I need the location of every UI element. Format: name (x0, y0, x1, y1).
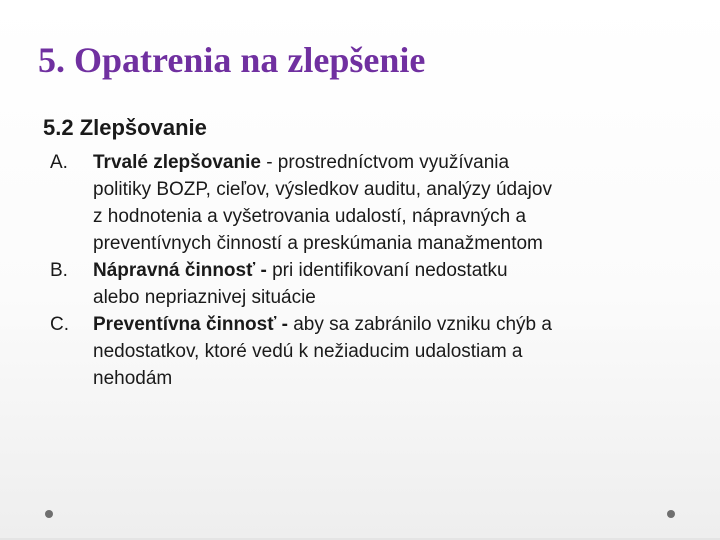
item-text: aby sa zabránilo vzniku chýb a (287, 314, 552, 335)
item-line: politiky BOZP, cieľov, výsledkov auditu, analýzy údajov (93, 179, 552, 200)
item-line (93, 149, 690, 176)
item-line (93, 311, 690, 338)
item-lead: Preventívna činnosť - (93, 314, 288, 335)
item-line: nedostatkov, ktoré vedú k nežiaducim udalostiam a (93, 341, 523, 362)
item-lead: Trvalé zlepšovanie (93, 152, 261, 173)
list-marker: B. (50, 260, 68, 281)
item-line: preventívnych činností a preskúmania manažmentom (93, 233, 543, 254)
item-line: alebo nepriaznivej situácie (93, 287, 316, 308)
improvement-list (50, 149, 690, 392)
decorative-dot-icon (667, 510, 675, 518)
slide-title: 5. Opatrenia na zlepšenie (38, 40, 426, 80)
item-line (93, 257, 690, 284)
item-text: pri identifikovaní nedostatku (266, 260, 508, 281)
slide-subtitle: 5.2 Zlepšovanie (43, 115, 207, 140)
item-line: nehodám (93, 368, 173, 389)
list-item-b (50, 257, 690, 311)
list-marker: C. (50, 314, 69, 335)
list-item-c (50, 311, 690, 392)
item-lead: Nápravná činnosť - (93, 260, 267, 281)
list-marker: A. (50, 152, 68, 173)
item-text: - prostredníctvom využívania (260, 152, 510, 173)
list-item-a (50, 149, 690, 257)
decorative-dot-icon (45, 510, 53, 518)
item-line: z hodnotenia a vyšetrovania udalostí, nápravných a (93, 206, 527, 227)
